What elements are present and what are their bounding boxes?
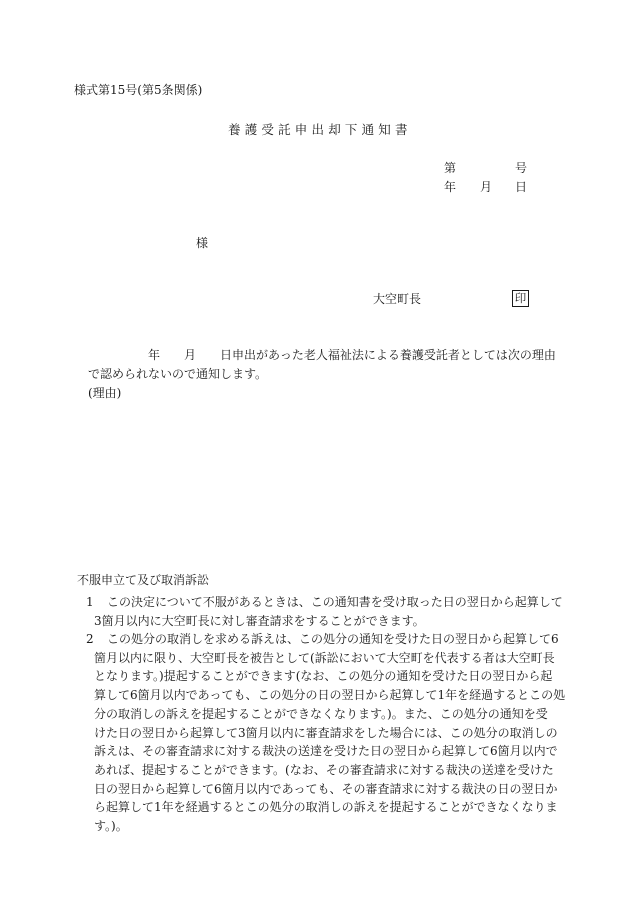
- appeal-text-line: この決定について不服があるときは、この通知書を受け取った日の翌日から起算して: [107, 595, 563, 609]
- appeal-item-text: [94, 630, 566, 836]
- appeal-item-number: 2: [86, 632, 94, 646]
- appeal-text-line: 箇月以内に限り、大空町長を被告として(訴訟において大空町を代表する者は大空町長: [94, 650, 555, 665]
- body-line-2: で認められないので通知します。: [88, 367, 268, 381]
- doc-number-suffix: 号: [515, 161, 528, 175]
- date-year: 年: [444, 180, 457, 194]
- appeal-heading: 不服申立て及び取消訴訟: [77, 573, 210, 587]
- appeal-text-line: 日の翌日から起算して6箇月以内であっても、その審査請求に対する裁決の日の翌日か: [94, 781, 558, 796]
- doc-number-prefix: 第: [444, 161, 457, 175]
- issuer-name: 大空町長: [373, 292, 422, 306]
- appeal-item-number: 1: [86, 595, 94, 609]
- addressee-honorific: 様: [196, 236, 209, 250]
- appeal-text-line: 3箇月以内に大空町長に対し審査請求をすることができます。: [94, 613, 425, 628]
- appeal-text-line: 訴えは、その審査請求に対する裁決の送達を受けた日の翌日から起算して6箇月以内で: [94, 744, 558, 759]
- appeal-text-line: あれば、提起することができます。(なお、その審査請求に対する裁決の送達を受けた: [94, 762, 554, 777]
- reason-label: (理由): [88, 386, 122, 400]
- appeal-text-line: となります。)提起することができます(なお、この処分の通知を受けた日の翌日から起: [94, 669, 553, 684]
- seal-mark: 印: [512, 290, 529, 307]
- appeal-text-line: けた日の翌日から起算して3箇月以内に審査請求をした場合には、この処分の取消しの: [94, 725, 558, 740]
- date-month: 月: [480, 180, 493, 194]
- appeal-text-line: す。)。: [94, 819, 128, 834]
- form-number: 様式第15号(第5条関係): [74, 83, 203, 97]
- body-line-1: 年 月 日申出があった老人福祉法による養護受託者としては次の理由: [148, 348, 556, 362]
- appeal-text-line: 算して6箇月以内であっても、この処分の日の翌日から起算して1年を経過するとこの処: [94, 688, 566, 703]
- appeal-text-line: 分の取消しの訴えを提起することができなくなります。)。また、この処分の通知を受: [94, 706, 548, 721]
- date-day: 日: [515, 180, 528, 194]
- document-title: 養護受託申出却下通知書: [228, 122, 412, 137]
- appeal-item-text: [94, 593, 563, 630]
- appeal-text-line: この処分の取消しを求める訴えは、この処分の通知を受けた日の翌日から起算して6: [107, 632, 559, 646]
- appeal-text-line: ら起算して1年を経過するとこの処分の取消しの訴えを提起することができなくなりま: [94, 800, 558, 815]
